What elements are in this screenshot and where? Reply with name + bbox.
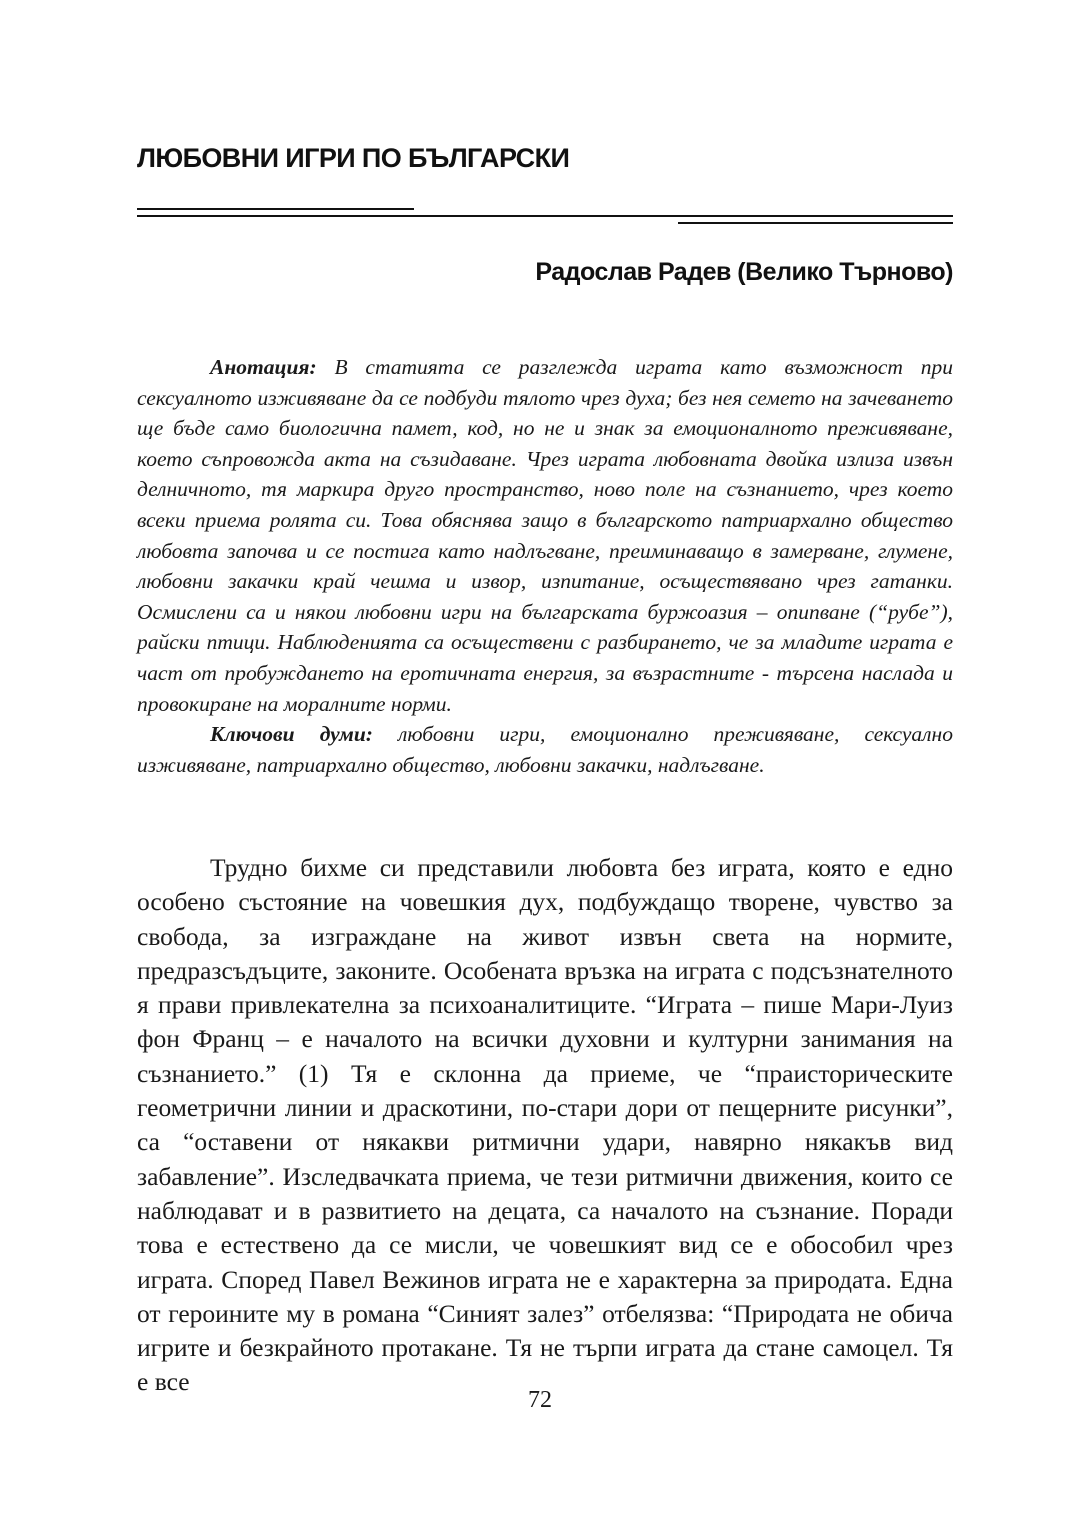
keywords-label: Ключови думи: bbox=[210, 722, 373, 747]
title-rule-short bbox=[137, 208, 414, 210]
body-paragraph: Трудно бихме си представили любовта без играта, която е едно особено състояние на човешкия дух, подбуждащо творене, чувство за свобода, за изграждане на живот извън света на нормите, предразсъдъците, законите. Особената връзка на играта с подсъзнателното я прави привлекателна за психоаналитиците. “Играта – пише Мари-Луиз фон Франц – е началото на всички духовни и културни занимания на съзнанието.” (1) Тя е склонна да приеме, че “праисторическите геометрични линии и драскотини, по-стари дори от пещерните рисунки”, са “оставени от някакви ритмични удари, навярно някакъв вид забавление”. Изследвачката приема, че тези ритмични движения, които се наблюдават и в развитието на децата, са началото на съзнание. Поради това е естествено да се мисли, че човешкият вид се е обособил чрез играта. Според Павел Вежинов играта не е характерна за природата. Една от героините му в романа “Синият залез” отбелязва: “Природата не обича игрите и безкрайното протакане. Тя не търпи играта да стане самоцел. Тя е все bbox=[137, 853, 953, 1397]
abstract-paragraph bbox=[137, 352, 953, 719]
abstract-label: Анотация: bbox=[210, 355, 317, 379]
article-author: Радослав Радев (Велико Търново) bbox=[535, 258, 953, 286]
page-number: 72 bbox=[528, 1387, 552, 1413]
title-rule-long bbox=[137, 215, 953, 217]
article-title: ЛЮБОВНИ ИГРИ ПО БЪЛГАРСКИ bbox=[137, 143, 570, 173]
keywords-text: любовни игри, емоционално преживяване, сексуално изживяване, патриархално общество, любовни закачки, надлъгване. bbox=[137, 722, 953, 777]
keywords-paragraph bbox=[137, 719, 953, 780]
abstract-text: В статията се разглежда играта като възможност при сексуалното изживяване да се подбуди тялото чрез духа; без нея семето на зачеването ще бъде само биологична памет, код, но не и знак за емоционалното преживяване, което съпровожда акта на съзидаване. Чрез играта любовната двойка излиза извън делничното, тя маркира друго пространство, ново поле на съзнанието, чрез което всеки приема ролята си. Това обяснява защо в българското патриархално общество любовта започва и се постига като надлъгване, преиминаващо в замерване, глумене, любовни закачки край чешма и извор, изпитание, осъществявано чрез гатанки. Осмислени са и някои любовни игри на българската буржоазия – опипване (“рубе”), райски птици. Наблюденията са осъществени с разбирането, че за младите играта е част от пробуждането на еротичната енергия, за възрастните - търсена наслада и провокиране на моралните норми. bbox=[137, 355, 954, 716]
title-rule-right bbox=[678, 222, 953, 224]
abstract-block bbox=[137, 352, 953, 780]
